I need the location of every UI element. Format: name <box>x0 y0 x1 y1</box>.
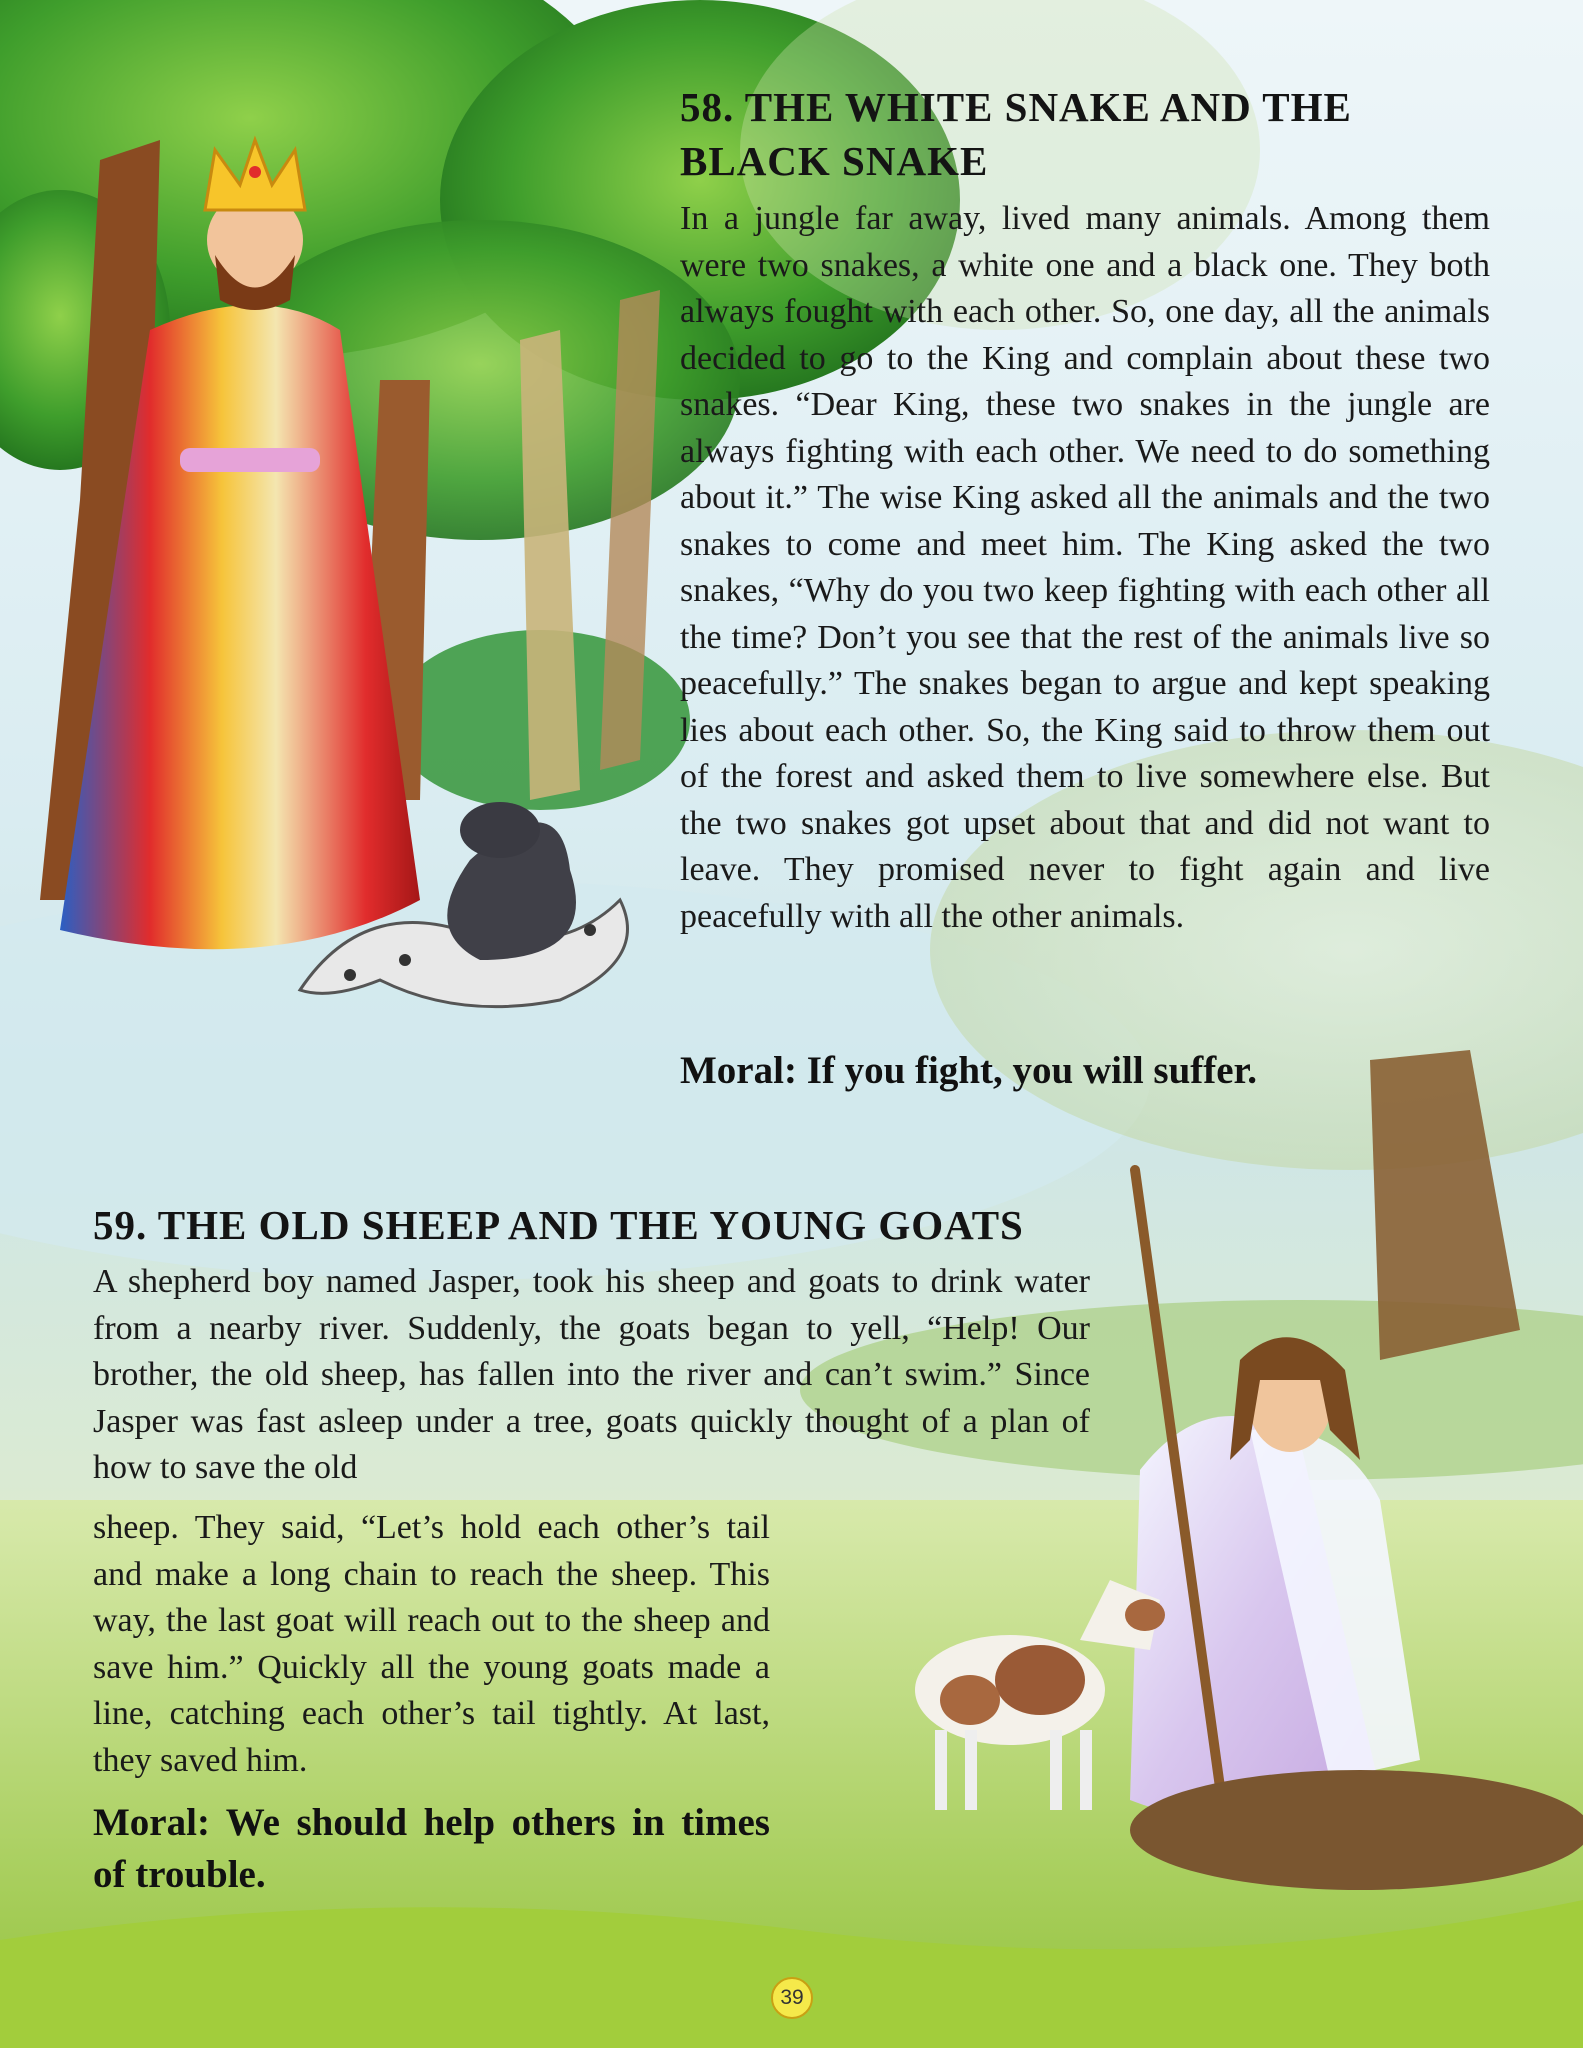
page-number-badge: 39 <box>771 1977 813 2019</box>
story-59-moral: Moral: We should help others in times of trouble. <box>93 1801 770 1896</box>
story-58-moral: Moral: If you fight, you will suffer. <box>680 1049 1258 1092</box>
story-58-title-line2: BLACK SNAKE <box>680 138 989 184</box>
story-58-body: In a jungle far away, lived many animals. Among them were two snakes, a white one and a black one. They both always fought with each other. So, one day, all the animals decided to go to the King and complain about these two snakes. “Dear King, these two snakes in the jungle are always fighting with each other. We need to do something about it.” The wise King asked all the animals and the two snakes to come and meet him. The King asked the two snakes, “Why do you two keep fighting with each other all the time? Don’t you see that the rest of the animals live so peacefully.” The snakes began to argue and kept speaking lies about each other. So, the King said to throw them out of the forest and asked them to live somewhere else. But the two snakes got upset about that and did not want to leave. They promised never to fight again and live peacefully with all the other animals. <box>680 200 1490 935</box>
story-59-body-part2: sheep. They said, “Let’s hold each other’s tail and make a long chain to reach the sheep. This way, the last goat will reach out to the sheep and save him.” Quickly all the young goats made a line, catching each other’s tail tightly. At last, they saved him. <box>93 1509 770 1779</box>
story-59-title: 59. THE OLD SHEEP AND THE YOUNG GOATS <box>93 1202 1024 1248</box>
story-58-title <box>680 80 1460 188</box>
story-58-title-line1: 58. THE WHITE SNAKE AND THE <box>680 84 1352 130</box>
story-59-body-part1: A shepherd boy named Jasper, took his sheep and goats to drink water from a nearby river. Suddenly, the goats began to yell, “Help! Our brother, the old sheep, has fallen into the river and can’t swim.” Since Jasper was fast asleep under a tree, goats quickly thought of a plan of how to save the old <box>93 1263 1090 1486</box>
